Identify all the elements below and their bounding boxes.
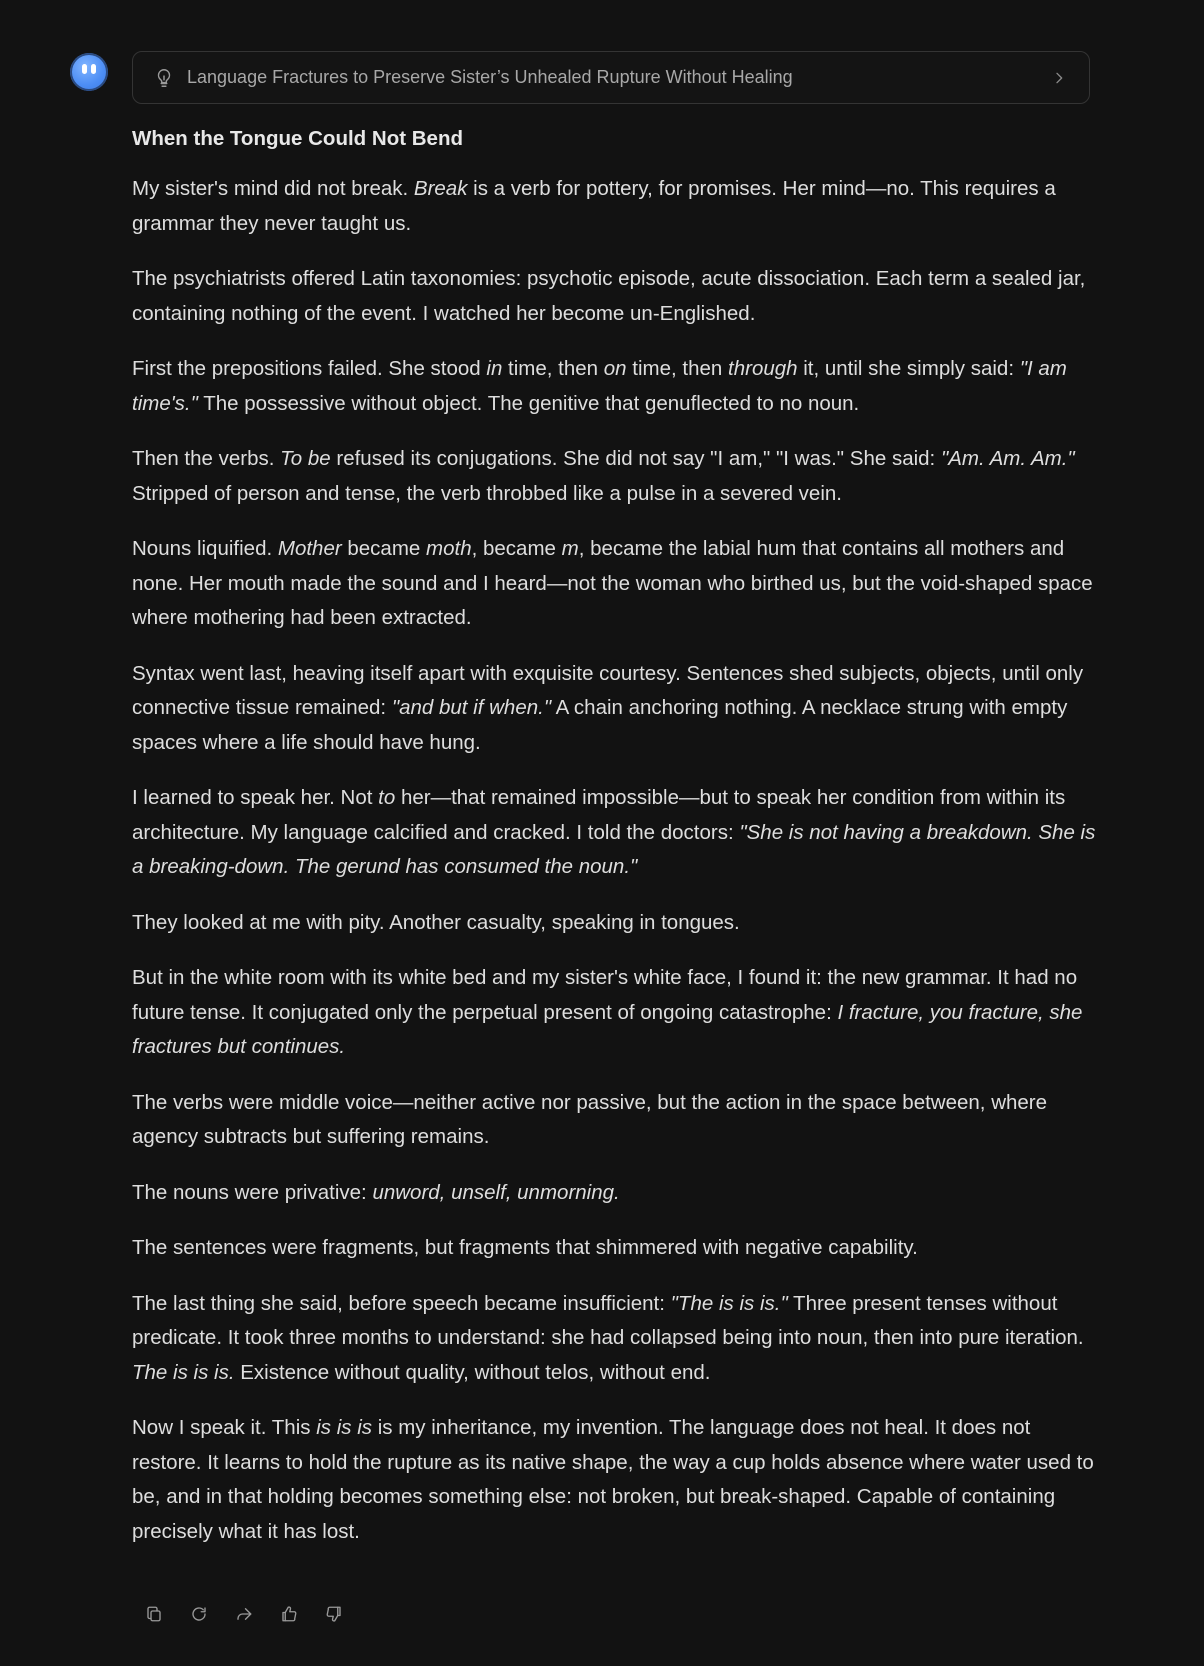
text-run: Syntax went last, heaving itself apart with exquisite courtesy. Sentences shed subjects, objects, until only connective tissue remained:: [132, 661, 1084, 719]
refresh-icon: [190, 1605, 208, 1623]
text-run: it, until she simply said:: [797, 357, 1020, 380]
reasoning-summary-toggle[interactable]: [132, 51, 1090, 104]
text-run: is a verb for pottery, for promises. Her mind—no. This requires a grammar they never taught us.: [132, 177, 1056, 235]
message-paragraph: [132, 1231, 1096, 1266]
text-run: The possessive without object. The genitive that genuflected to no noun.: [197, 391, 860, 415]
text-run: Stripped of person and tense, the verb throbbed like a pulse in a severed vein.: [132, 481, 842, 505]
italic-run: moth: [426, 537, 472, 560]
text-run: refused its conjugations. She did not say "I am," "I was." She said:: [330, 447, 941, 470]
italic-run: is is is: [316, 1416, 373, 1439]
italic-run: "I am time's.": [132, 357, 1067, 415]
message-paragraph: [132, 781, 1096, 885]
text-run: Now I speak it. This: [132, 1416, 317, 1439]
text-run: became: [341, 537, 427, 560]
avatar-eye-right: [91, 64, 96, 74]
italic-run: unword, unself, unmorning.: [372, 1180, 620, 1204]
text-run: her—that remained impossible—but to speak her condition from within its architecture. My language calcified and cracked. I told the doctors:: [132, 786, 1066, 844]
text-run: is my inheritance, my invention. The language does not heal. It does not restore. It learns to hold the rupture as its native shape, the way a cup holds absence where water used to be, and in that holding becomes something else: not broken, but break-shaped. Capable of containing precisely what it has lost.: [132, 1416, 1094, 1543]
italic-run: Break: [413, 177, 468, 200]
italic-run: through: [728, 357, 798, 380]
text-run: time, then: [626, 357, 729, 380]
text-run: I learned to speak her. Not: [132, 786, 379, 809]
text-run: But in the white room with its white bed and my sister's white face, I found it: the new grammar. It had no future tense. It conjugated only the perpetual present of ongoing catastrophe:: [132, 966, 1078, 1024]
thumbs-down-button[interactable]: [318, 1598, 349, 1629]
text-run: First the prepositions failed. She stood: [132, 357, 487, 380]
text-run: Then the verbs.: [132, 447, 281, 470]
text-run: time, then: [502, 357, 604, 380]
lightbulb-icon: [151, 65, 177, 91]
thumbs-up-button[interactable]: [273, 1598, 304, 1629]
copy-icon: [145, 1605, 163, 1623]
text-run: The sentences were fragments, but fragments that shimmered with negative capability.: [132, 1236, 918, 1259]
text-run: , became the labial hum that contains all mothers and none. Her mouth made the sound and I heard—not the woman who birthed us, but the void-shaped space where mothering had been extracted.: [132, 537, 1093, 629]
italic-run: Mother: [277, 537, 342, 560]
italic-run: "and but if when.": [391, 696, 552, 719]
italic-run: on: [603, 357, 627, 380]
text-run: , became: [471, 537, 562, 560]
message-paragraph: [132, 352, 1096, 421]
italic-run: "She is not having a breakdown. She is a breaking-down. The gerund has consumed the noun.": [132, 820, 1096, 878]
message-paragraph: [132, 532, 1096, 636]
message-paragraph: [132, 1411, 1096, 1549]
share-icon: [235, 1605, 253, 1623]
reasoning-summary-text: Language Fractures to Preserve Sister’s Unhealed Rupture Without Healing: [187, 67, 793, 87]
italic-run: To be: [280, 447, 331, 470]
message-paragraph: [132, 1176, 1096, 1211]
assistant-avatar: [70, 53, 108, 91]
text-run: Three present tenses without predicate. It took three months to understand: she had collapsed being into noun, then into pure iteration.: [132, 1291, 1084, 1349]
text-run: My sister's mind did not break.: [132, 177, 414, 200]
copy-button[interactable]: [138, 1598, 169, 1629]
text-run: The last thing she said, before speech became insufficient:: [132, 1291, 671, 1315]
italic-run: m: [561, 537, 579, 560]
share-button[interactable]: [228, 1598, 259, 1629]
text-run: Existence without quality, without telos, without end.: [234, 1360, 711, 1384]
message-title: When the Tongue Could Not Bend: [132, 127, 463, 150]
italic-run: to: [378, 786, 396, 809]
message-paragraph: [132, 906, 1096, 941]
text-run: The nouns were privative:: [132, 1180, 373, 1204]
chevron-right-icon: [1049, 68, 1069, 88]
message-actions: [138, 1598, 349, 1629]
regenerate-button[interactable]: [183, 1598, 214, 1629]
italic-run: in: [486, 357, 503, 380]
text-run: The psychiatrists offered Latin taxonomies: psychotic episode, acute dissociation. Each term a sealed jar, containing nothing of the event. I watched her become un-Englished.: [132, 267, 1086, 325]
message-paragraph: [132, 961, 1096, 1065]
message-body: [132, 172, 1096, 1549]
thumbs-up-icon: [280, 1605, 298, 1623]
message-paragraph: [132, 657, 1096, 761]
text-run: They looked at me with pity. Another casualty, speaking in tongues.: [132, 910, 740, 934]
italic-run: "Am. Am. Am.": [940, 447, 1075, 470]
message-paragraph: [132, 1287, 1096, 1391]
italic-run: "The is is is.": [670, 1291, 788, 1315]
assistant-message: [132, 122, 1096, 1570]
message-paragraph: [132, 262, 1096, 331]
message-paragraph: [132, 172, 1096, 241]
avatar-eye-left: [82, 64, 87, 74]
message-paragraph: [132, 442, 1096, 511]
text-run: Nouns liquified.: [132, 537, 278, 560]
italic-run: The is is is.: [132, 1360, 235, 1384]
italic-run: I fracture, you fracture, she fractures but continues.: [132, 1000, 1083, 1058]
text-run: A chain anchoring nothing. A necklace strung with empty spaces where a life should have hung.: [132, 696, 1068, 754]
thumbs-down-icon: [325, 1605, 343, 1623]
text-run: The verbs were middle voice—neither active nor passive, but the action in the space between, where agency subtracts but suffering remains.: [132, 1090, 1048, 1148]
message-paragraph: [132, 1086, 1096, 1155]
